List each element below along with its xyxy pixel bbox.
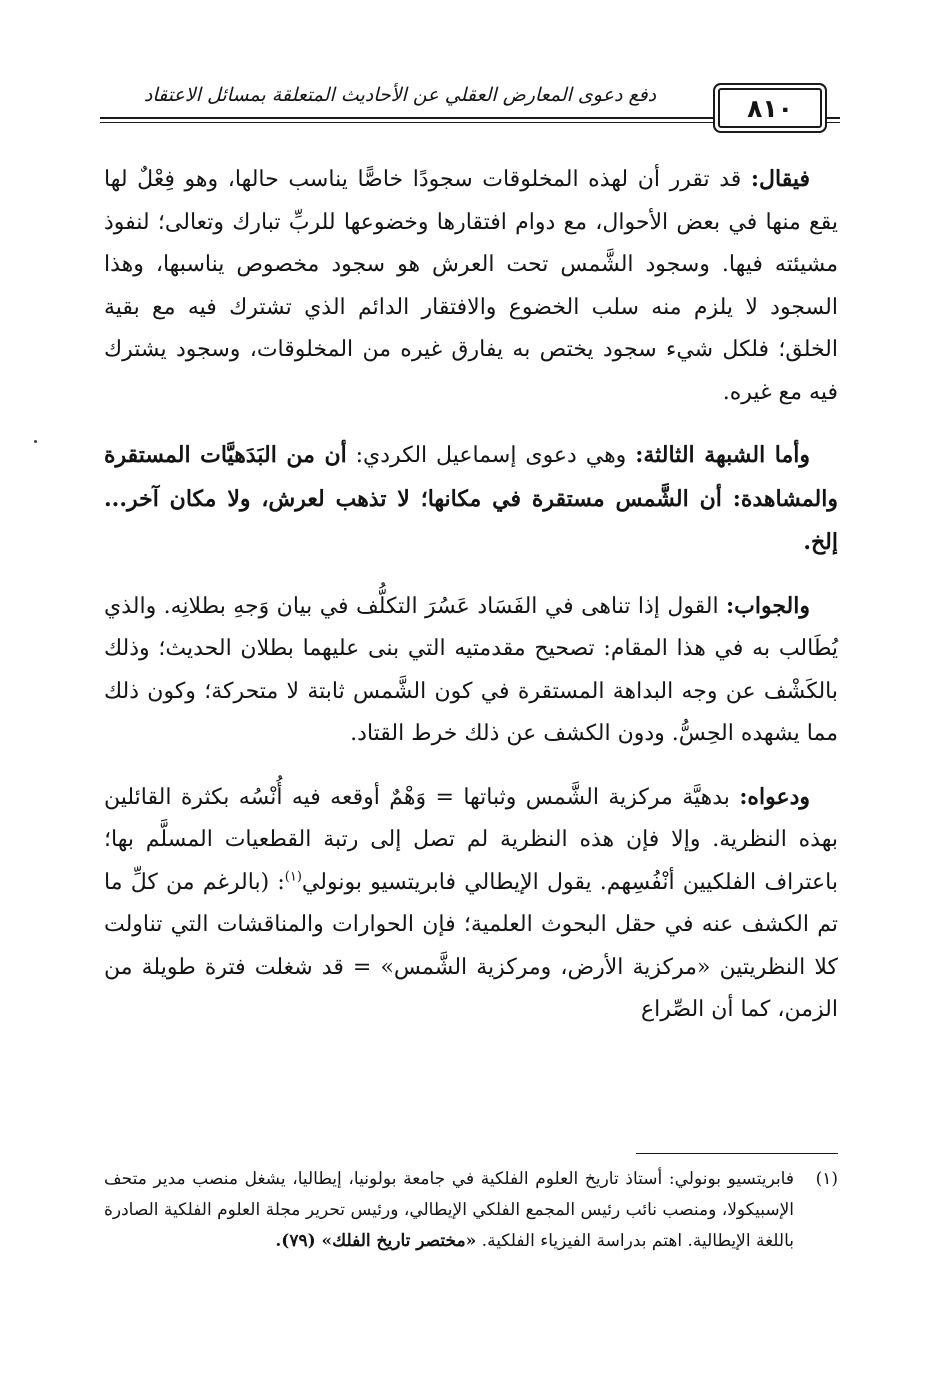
footnote-source: «مختصر تاريخ الفلك» (٧٩). [275,1231,477,1251]
paragraph-lead: فيقال: [750,166,810,192]
paragraph-lead: والجواب: [726,592,810,619]
main-text [104,158,838,1052]
paragraph-4 [104,776,838,1032]
paragraph-text: قد تقرر أن لهذه المخلوقات سجودًا خاصًّا يناسب حالها، وهو فِعْلٌ لها يقع منها في بعض الأحوال، مع دوام افتقارها وخضوعها للربِّ تبارك وتعالى؛ لنفوذ مشيئته فيها. وسجود الشَّمس تحت العرش هو سجود مخصوص يناسبها، وهذا السجود لا يلزم منه سلب الخضوع والافتقار الدائم الذي تشترك فيه مع بقية الخلق؛ فلكل شيء سجود يختص به يفارق غيره من المخلوقات، وسجود يشترك فيه مع غيره. [104,167,838,405]
footnote-reference[interactable]: (١) [284,869,302,885]
footnotes [104,1164,838,1257]
footnote-separator [636,1153,838,1154]
paragraph-3 [104,585,838,756]
scan-speck [34,440,37,443]
paragraph-text: القول إذا تناهى في الفَسَاد عَسُرَ التكلُّف في بيان وَجهِ بطلانِه. والذي يُطَالب به في هذا المقام: تصحيح مقدمتيه التي بنى عليهما بطلان الحديث؛ وذلك بالكَشْف عن وجه البداهة المستقرة في كون الشَّمس ثابتة لا متحركة؛ وكون ذلك مما يشهده الحِسُّ. ودون الكشف عن ذلك خرط القتاد. [104,593,838,746]
footnote-1 [104,1164,838,1257]
paragraph-text-continued: : (بالرغم من كلِّ ما تم الكشف عنه في حقل البحوث العلمية؛ فإن الحوارات والمناقشات التي تناولت كلا النظريتين «مركزية الأرض، ومركزية الشَّمس» = قد شغلت فترة طويلة من الزمن، كما أن الصِّراع [104,869,838,1022]
paragraph-1 [104,158,838,414]
paragraph-lead: وأما الشبهة الثالثة: [635,442,810,468]
paragraph-2 [104,434,838,565]
running-title: دفع دعوى المعارض العقلي عن الأحاديث المتعلقة بمسائل الاعتقاد [100,76,700,114]
paragraph-lead: ودعواه: [739,783,810,810]
page-number: ٨١٠ [718,88,822,128]
page-header [100,76,840,126]
quoted-claim: أن من البَدَهيَّات المستقرة والمشاهدة: أن الشَّمس مستقرة في مكانها؛ لا تذهب لعرش، ولا مكان آخر... إلخ. [104,442,838,555]
paragraph-text: بدهيَّة مركزية الشَّمس وثباتها = وَهْمٌ أوقعه فيه أُنْسُه بكثرة القائلين بهذه النظرية. وإلا فإن هذه النظرية لم تصل إلى رتبة القطعيات المسلَّم بها؛ باعتراف الفلكيين أنْفُسِهم. يقول الإيطالي فابريتسيو بونولي [104,784,839,895]
footnote-text: فابريتسيو بونولي: أستاذ تاريخ العلوم الفلكية في جامعة بولونيا، إيطاليا، يشغل منصب مدير متحف الإسبيكولا، ومنصب نائب رئيس المجمع الفلكي الإيطالي، ورئيس تحرير مجلة العلوم الفلكية الصادرة باللغة الإيطالية. اهتم بدراسة الفيزياء الفلكية. [104,1169,794,1251]
paragraph-text: وهي دعوى إسماعيل الكردي: [346,443,636,468]
footnote-marker: (١) [815,1169,838,1189]
